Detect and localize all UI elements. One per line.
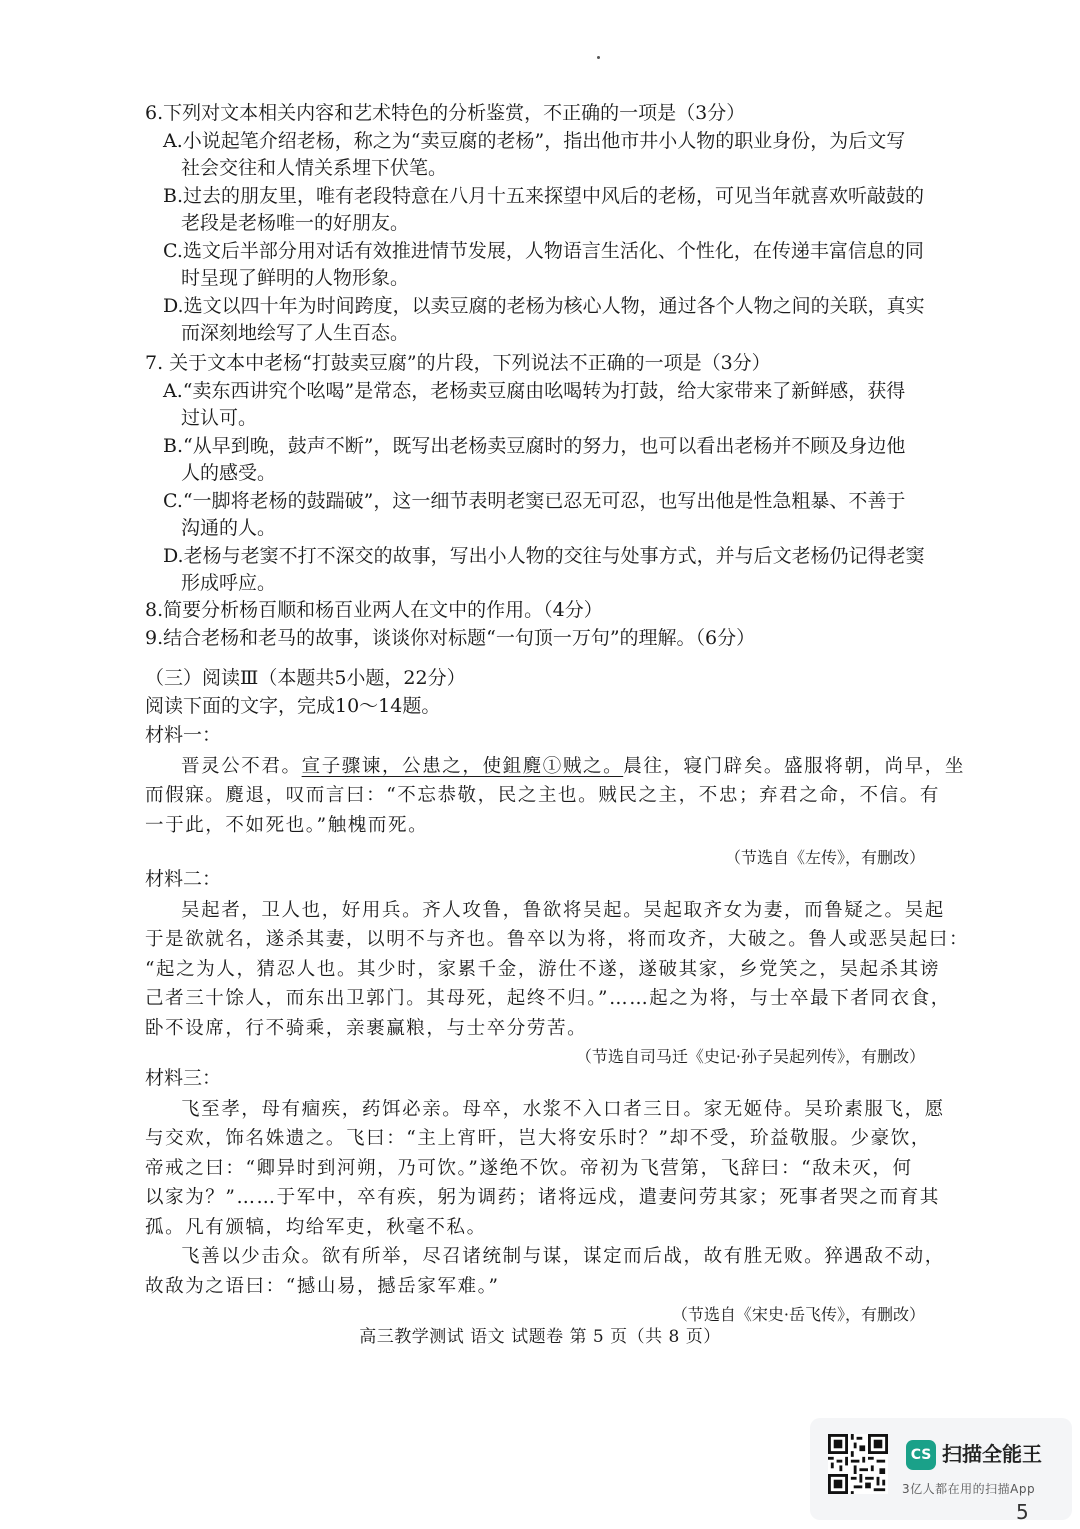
- material-2-line-1: 吴起者，卫人也，好用兵。齐人攻鲁，鲁欲将吴起。吴起取齐女为妻，而鲁疑之。吴起: [181, 899, 945, 921]
- material-2-line-4: 己者三十馀人，而东出卫郭门。其母死，起终不归。”……起之为将，与士卒最下者同衣食，: [145, 988, 951, 1009]
- camscanner-title: 扫描全能王: [942, 1442, 1042, 1466]
- question-7-stem: 7. 关于文本中老杨“打鼓卖豆腐”的片段，下列说法不正确的一项是（3分）: [145, 352, 771, 374]
- translation-underline: 宣子骤谏，公患之，使鉏麑①贼之。: [301, 755, 624, 777]
- question-6: [145, 100, 925, 348]
- material-1-source: （节选自《左传》，有删改）: [724, 848, 925, 867]
- q7-option-a-cont: 过认可。: [181, 407, 258, 429]
- material-1-line-2: 而假寐。麑退，叹而言曰：“不忘恭敬，民之主也。贼民之主，不忠；弃君之命，不信。有: [145, 785, 940, 806]
- material-2-line-5: 卧不设席，行不骑乘，亲裹赢粮，与士卒分劳苦。: [145, 1017, 588, 1039]
- material-2-line-2: 于是欲就名，遂杀其妻，以明不与齐也。鲁卒以为将，将而攻齐，大破之。鲁人或恶吴起曰：: [145, 929, 970, 950]
- material-2-source: （节选自司马迁《史记·孙子吴起列传》，有删改）: [575, 1047, 925, 1066]
- material-3-line-3: 帝戒之曰：“卿异时到河朔，乃可饮。”遂绝不饮。帝初为飞营第，飞辞曰：“敌未灭，何: [145, 1157, 913, 1179]
- material-3-label: 材料三：: [145, 1067, 222, 1089]
- questions-8-9: [145, 597, 925, 652]
- q6-option-d: D.选文以四十年为时间跨度，以卖豆腐的老杨为核心人物，通过各个人物之间的关联，真实: [163, 294, 925, 317]
- material-3-line-6: 飞善以少击众。欲有所举，尽召诸统制与谋，谋定而后战，故有胜无败。猝遇敌不动，: [181, 1246, 945, 1267]
- material-1-line-3: 一于此，不如死也。”触槐而死。: [145, 814, 429, 836]
- scan-page-number: 5: [1016, 1500, 1029, 1524]
- q6-option-a-cont: 社会交往和人情关系埋下伏笔。: [181, 157, 448, 179]
- q6-option-b-cont: 老段是老杨唯一的好朋友。: [181, 212, 410, 234]
- question-8: 8.简要分析杨百顺和杨百业两人在文中的作用。（4分）: [145, 599, 603, 621]
- material-1-line-1a: 晋灵公不君。: [181, 755, 302, 777]
- q6-option-a: A.小说起笔介绍老杨，称之为“卖豆腐的老杨”，指出他市井小人物的职业身份，为后文写: [163, 129, 906, 152]
- question-9: 9.结合老杨和老马的故事，谈谈你对标题“一句顶一万句”的理解。（6分）: [145, 626, 756, 649]
- q7-option-d-cont: 形成呼应。: [181, 572, 277, 594]
- section-heading: （三）阅读Ⅲ（本题共5小题，22分）: [145, 667, 466, 689]
- question-6-stem: 6.下列对文本相关内容和艺术特色的分析鉴赏，不正确的一项是（3分）: [145, 102, 746, 124]
- question-7: [145, 350, 925, 598]
- material-3-line-4: 以家为？”……于军中，卒有疾，躬为调药；诸将远戍，遣妻问劳其家；死事者哭之而育其: [145, 1187, 940, 1208]
- q6-option-d-cont: 而深刻地绘写了人生百态。: [181, 322, 410, 344]
- material-1-label: 材料一：: [145, 724, 222, 746]
- q7-option-c: C.“一脚将老杨的鼓踹破”，这一细节表明老窦已忍无可忍，也写出他是性急粗暴、不善于: [163, 489, 906, 512]
- q7-option-b: B.“从早到晚，鼓声不断”，既写出老杨卖豆腐时的努力，也可以看出老杨并不顾及身边他: [163, 434, 906, 457]
- material-3: [145, 1065, 945, 1327]
- material-3-line-5: 孤。凡有颁犒，均给军吏，秋毫不私。: [145, 1216, 487, 1238]
- q7-option-c-cont: 沟通的人。: [181, 517, 277, 539]
- material-1: [145, 722, 965, 870]
- qr-code-icon: [828, 1434, 888, 1494]
- material-3-line-1: 飞至孝，母有痼疾，药饵必亲。母卒，水浆不入口者三日。家无姬侍。吴玠素服飞，愿: [181, 1098, 945, 1120]
- material-2: [145, 866, 970, 1069]
- camscanner-logo-icon: CS: [906, 1440, 936, 1470]
- q6-option-b: B.过去的朋友里，唯有老段特意在八月十五来探望中风后的老杨，可见当年就喜欢听敲鼓的: [163, 184, 925, 207]
- material-1-line-1b: 晨往，寝门辟矣。盛服将朝，尚早，坐: [623, 755, 965, 777]
- q7-option-a: A.“卖东西讲究个吆喝”是常态，老杨卖豆腐由吆喝转为打鼓，给大家带来了新鲜感，获得: [163, 379, 906, 402]
- q7-option-d: D.老杨与老窦不打不深交的故事，写出小人物的交往与处事方式，并与后文老杨仍记得老窦: [163, 544, 925, 567]
- material-2-label: 材料二：: [145, 868, 222, 890]
- q6-option-c: C.选文后半部分用对话有效推进情节发展，人物语言生活化、个性化，在传递丰富信息的同: [163, 239, 924, 262]
- material-3-source: （节选自《宋史·岳飞传》，有删改）: [671, 1305, 925, 1324]
- camscanner-badge: [810, 1418, 1072, 1520]
- camscanner-subtitle: 3亿人都在用的扫描App: [902, 1482, 1036, 1496]
- section-instruction: 阅读下面的文字，完成10～14题。: [145, 694, 441, 717]
- q7-option-b-cont: 人的感受。: [181, 462, 277, 484]
- section-3-header: [145, 665, 925, 720]
- scan-speck: [597, 56, 600, 59]
- material-2-line-3: “起之为人，猜忍人也。其少时，家累千金，游仕不遂，遂破其家，乡党笑之，吴起杀其谤: [145, 958, 940, 980]
- q6-option-c-cont: 时呈现了鲜明的人物形象。: [181, 267, 410, 289]
- page-footer: 高三教学测试 语文 试题卷 第 5 页（共 8 页）: [359, 1327, 721, 1347]
- material-3-line-2: 与交欢，饰名姝遗之。飞曰：“主上宵旰，岂大将安乐时？”却不受，玠益敬服。少豪饮，: [145, 1128, 931, 1149]
- material-1-line-1: [145, 752, 965, 782]
- material-3-line-7: 故敌为之语曰：“撼山易，撼岳家军难。”: [145, 1275, 500, 1297]
